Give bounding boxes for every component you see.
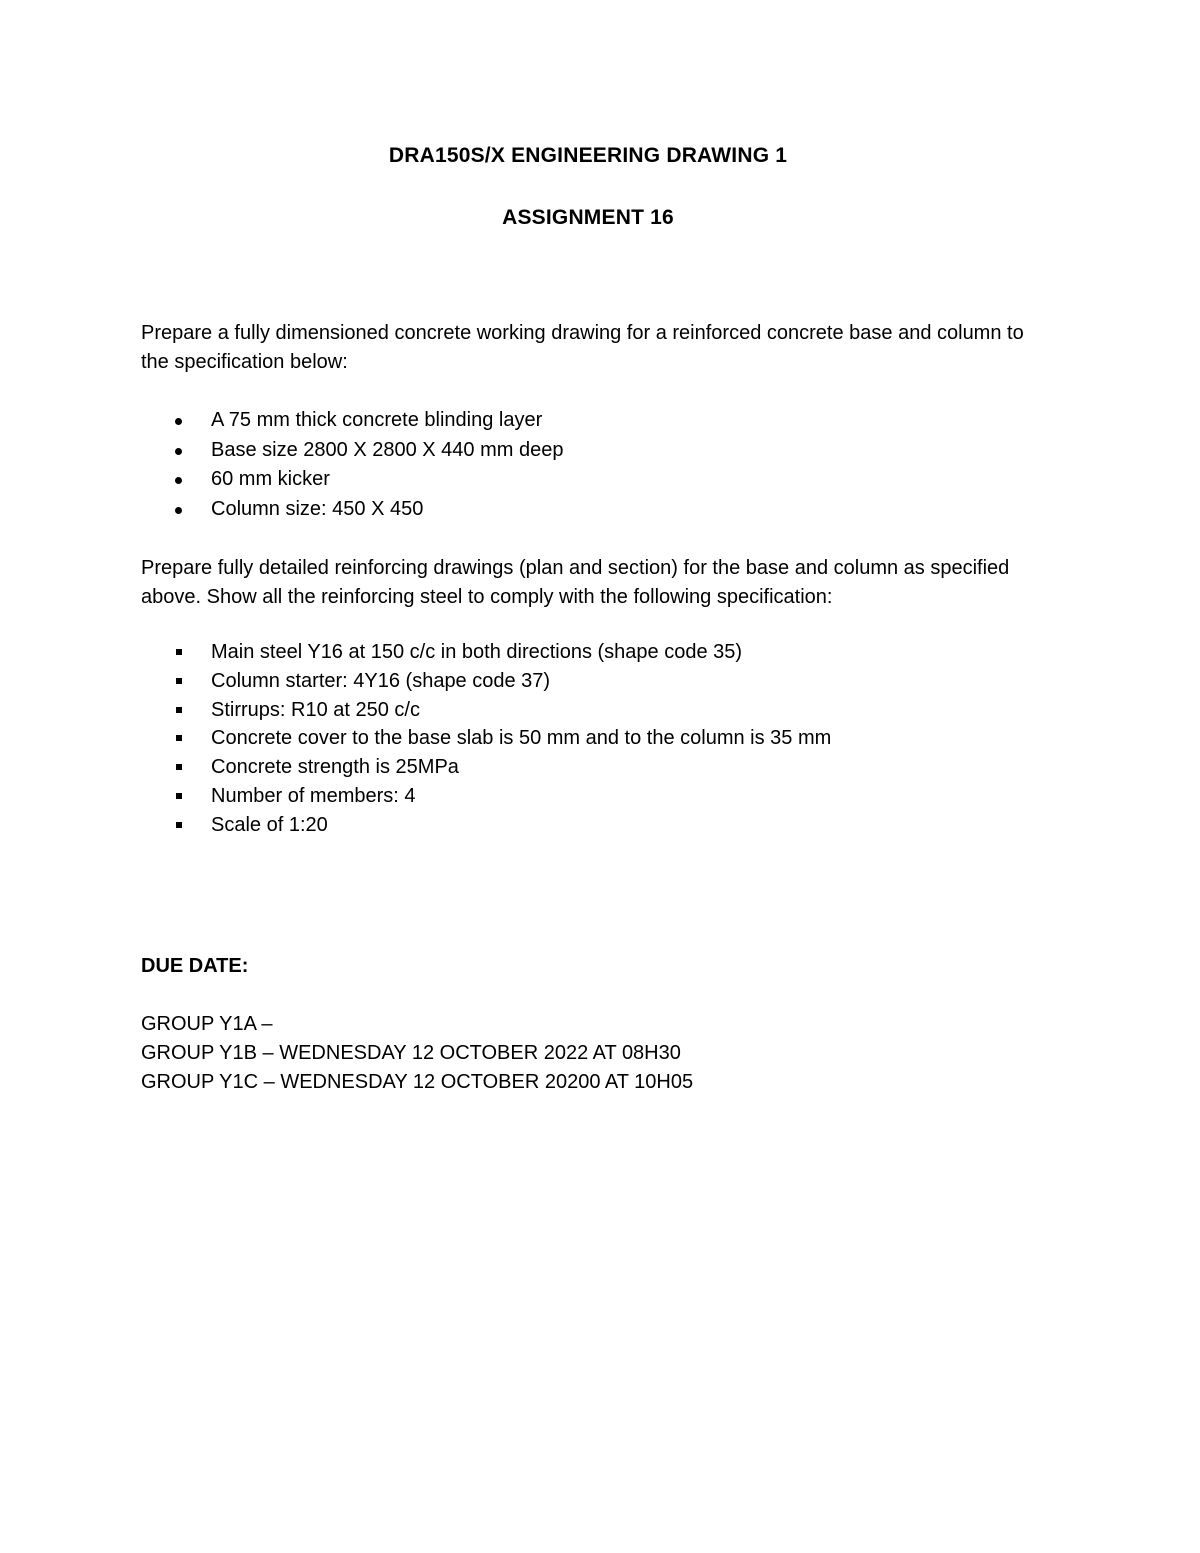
- list-item: [0, 782, 831, 811]
- list-item-text: A 75 mm thick concrete blinding layer: [211, 409, 543, 431]
- list-item: [0, 811, 831, 840]
- group-due-line: GROUP Y1B – WEDNESDAY 12 OCTOBER 2022 AT 08H30: [141, 1042, 681, 1064]
- list-item-text: Scale of 1:20: [211, 813, 328, 836]
- list-item-text: 60 mm kicker: [211, 468, 330, 491]
- list-item: [0, 667, 831, 696]
- working-drawing-instructions: Prepare a fully dimensioned concrete working drawing for a reinforced concrete base and column to the specification below:: [141, 322, 1024, 373]
- round-bullet-icon: [175, 418, 182, 425]
- square-bullet-icon: [176, 764, 182, 770]
- list-item-text: Base size 2800 X 2800 X 440 mm deep: [211, 438, 564, 461]
- list-item: [0, 724, 831, 753]
- concrete-spec-list: [0, 406, 563, 525]
- list-item-text: Column size: 450 X 450: [211, 498, 424, 521]
- square-bullet-icon: [176, 735, 182, 741]
- list-item-text: Concrete strength is 25MPa: [211, 756, 459, 779]
- reinforcing-spec-list: [0, 638, 831, 840]
- list-item: [0, 753, 831, 782]
- square-bullet-icon: [176, 678, 182, 684]
- assignment-title: ASSIGNMENT 16: [502, 206, 674, 229]
- group-due-line: GROUP Y1A –: [141, 1013, 273, 1035]
- round-bullet-icon: [175, 477, 182, 484]
- list-item: [0, 495, 563, 525]
- list-item: [0, 465, 563, 495]
- group-due-list: [141, 1010, 693, 1097]
- list-item-text: Number of members: 4: [211, 784, 416, 807]
- list-item: [0, 696, 831, 725]
- list-item: [0, 436, 563, 466]
- square-bullet-icon: [176, 793, 182, 799]
- round-bullet-icon: [175, 507, 182, 514]
- group-due-line: GROUP Y1C – WEDNESDAY 12 OCTOBER 20200 AT 10H05: [141, 1071, 694, 1093]
- square-bullet-icon: [176, 822, 182, 828]
- list-item-text: Concrete cover to the base slab is 50 mm and to the column is 35 mm: [211, 727, 832, 750]
- list-item-text: Main steel Y16 at 150 c/c in both directions (shape code 35): [211, 641, 743, 663]
- list-item: [0, 406, 563, 436]
- square-bullet-icon: [176, 707, 182, 713]
- course-title: DRA150S/X ENGINEERING DRAWING 1: [388, 144, 788, 167]
- list-item-text: Stirrups: R10 at 250 c/c: [211, 698, 420, 721]
- reinforcing-drawing-instructions: Prepare fully detailed reinforcing drawings (plan and section) for the base and column as specified above. Show all the reinforcing steel to comply with the following specification:: [141, 557, 1010, 608]
- due-date-heading: DUE DATE:: [141, 955, 249, 977]
- list-item-text: Column starter: 4Y16 (shape code 37): [211, 669, 551, 692]
- list-item: [0, 638, 831, 667]
- square-bullet-icon: [176, 649, 182, 655]
- round-bullet-icon: [175, 448, 182, 455]
